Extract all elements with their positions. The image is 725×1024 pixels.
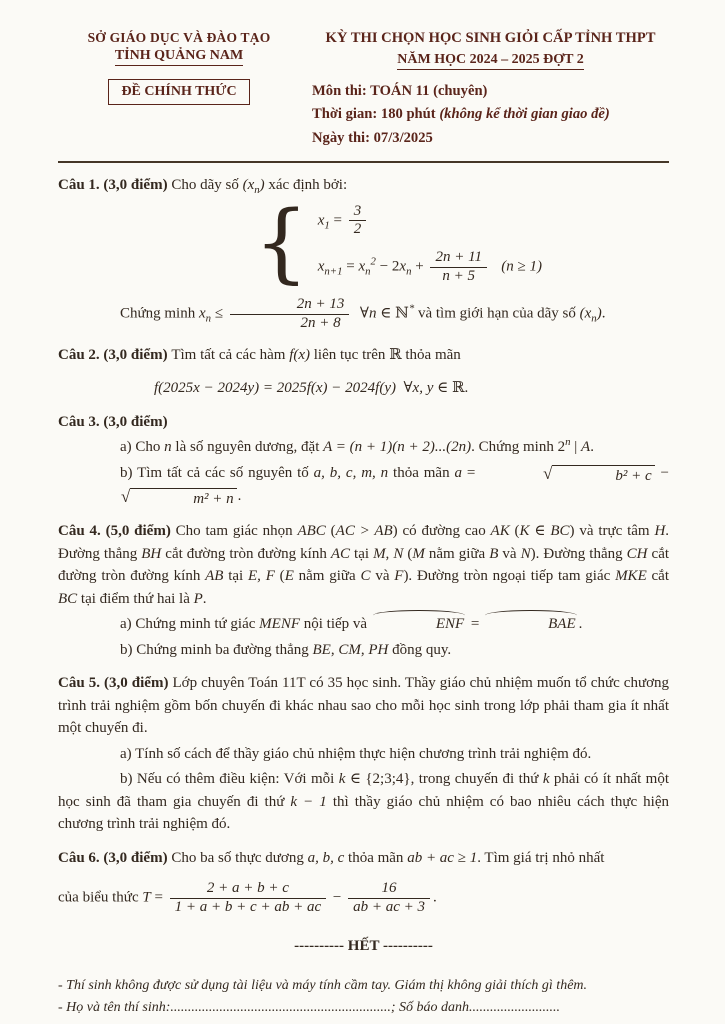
system-line-1: $x_1$ = $\frac{3}{2}$ xyxy=(318,203,542,239)
header xyxy=(58,30,669,150)
question-6-line2: của biểu thức T = $\frac{2 + a + b + c}{1 + a + b + c + ab + ac}$ − $\frac{16}{ab + ac + 3}$ . xyxy=(58,880,437,915)
question-5b: b) Nếu có thêm điều kiện: Với mỗi k ∈ {2;3;4}, trong chuyến đi thứ k phải có ít nhất một học sinh đã tham gia chuyến đi thứ k − 1 thì thầy giáo chủ nhiệm có bao nhiêu cách thực hiện chương trình trải nghiệm đó. xyxy=(58,771,670,833)
question-2-intro: Câu 2. (3,0 điểm) Tìm tất cả các hàm f(x) liên tục trên ℝ thỏa mãn xyxy=(58,346,461,363)
footer-notes xyxy=(58,975,669,1018)
authority-block xyxy=(58,30,300,105)
question-5-body: Câu 5. (3,0 điểm) Lớp chuyên Toán 11T có 35 học sinh. Thầy giáo chủ nhiệm muốn tổ chức chương trình trải nghiệm gồm bốn chuyến đi khác nhau sao cho mỗi học sinh trong lớp phải tham gia ít nhất một chuyến đi. xyxy=(58,675,670,737)
left-brace-icon: { xyxy=(254,193,309,294)
duration-note: (không kể thời gian giao đề) xyxy=(439,106,610,123)
footer-note-regulations: - Thí sinh không được sử dụng tài liệu và máy tính cầm tay. Giám thị không giải thích gì thêm. xyxy=(58,978,588,994)
authority-name: SỞ GIÁO DỤC VÀ ĐÀO TẠO xyxy=(87,30,271,45)
question-4a: a) Chứng minh tứ giác MENF nội tiếp và ENF = BAE . xyxy=(58,613,669,636)
end-marker: ---------- HẾT ---------- xyxy=(294,937,433,954)
exam-title: KỲ THI CHỌN HỌC SINH GIỎI CẤP TỈNH THPT xyxy=(325,30,656,46)
exam-title-block xyxy=(300,30,669,150)
date-line xyxy=(312,127,669,150)
school-year-wrap xyxy=(312,50,669,70)
question-1-intro: Câu 1. (3,0 điểm) Cho dãy số $(x_n)$ xác định bởi: xyxy=(58,177,348,197)
footer-note-candidate: - Họ và tên thí sinh:...............................................................; Số báo danh.......................... xyxy=(58,999,561,1015)
official-exam-box: ĐỀ CHÍNH THỨC xyxy=(108,79,249,105)
system-lines xyxy=(318,203,542,286)
province-name: TỈNH QUẢNG NAM xyxy=(115,48,243,66)
divider-rule xyxy=(58,161,669,163)
question-6-line1: Câu 6. (3,0 điểm) Cho ba số thực dương a, b, c thỏa mãn ab + ac ≥ 1. Tìm giá trị nhỏ nhất xyxy=(58,849,605,866)
exam-meta xyxy=(312,80,669,150)
duration-line xyxy=(312,103,669,126)
question-4b: b) Chứng minh ba đường thẳng BE, CM, PH đồng quy. xyxy=(120,641,452,658)
province-name-wrap xyxy=(58,46,300,66)
official-exam-box-wrap xyxy=(58,79,300,105)
subject-text: Môn thi: TOÁN 11 (chuyên) xyxy=(312,83,488,99)
question-3b: b) Tìm tất cả các số nguyên tố a, b, c, m, n thỏa mãn a = √ b² + c − √ m² + n . xyxy=(120,463,670,508)
question-2-equation: f(2025x − 2024y) = 2025f(x) − 2024f(y) ∀x, y ∈ ℝ. xyxy=(154,380,469,397)
subject-line xyxy=(312,80,669,103)
system-line-2: $x_{n+1} = x_n^2 - 2x_n$ + $\frac{2n + 11}{n + 5}$ (n ≥ 1) xyxy=(317,248,542,284)
date-text: Ngày thi: 07/3/2025 xyxy=(312,129,433,146)
question-3a: a) Cho n là số nguyên dương, đặt A = (n + 1)(n + 2)...(2n). Chứng minh 2$^n$ | A. xyxy=(120,436,594,456)
school-year: NĂM HỌC 2024 – 2025 ĐỢT 2 xyxy=(397,52,583,70)
question-1-system xyxy=(254,193,669,294)
question-4-body: Câu 4. (5,0 điểm) Cho tam giác nhọn ABC (AC > AB) có đường cao AK (K ∈ BC) và trực tâm H. Đường thẳng BH cắt đường tròn đường kính AC tại M, N (M nằm giữa B và N). Đường thẳng CH cắt đường tròn đường kính AB tại E, F (E nằm giữa C và F). Đường tròn ngoại tiếp tam giác MKE cắt BC tại điểm thứ hai là P. xyxy=(58,523,670,607)
question-5a: a) Tính số cách để thầy giáo chủ nhiệm thực hiện chương trình trải nghiệm đó. xyxy=(120,745,592,762)
question-3-heading: Câu 3. (3,0 điểm) xyxy=(58,413,168,430)
question-1-claim: Chứng minh $x_n$ ≤ $\frac{2n + 13}{2n + 8}$ ∀n ∈ ℕ* và tìm giới hạn của dãy số $(x_n)$. xyxy=(120,296,606,331)
exam-body xyxy=(58,174,669,1018)
duration-text: Thời gian: 180 phút xyxy=(312,106,440,123)
